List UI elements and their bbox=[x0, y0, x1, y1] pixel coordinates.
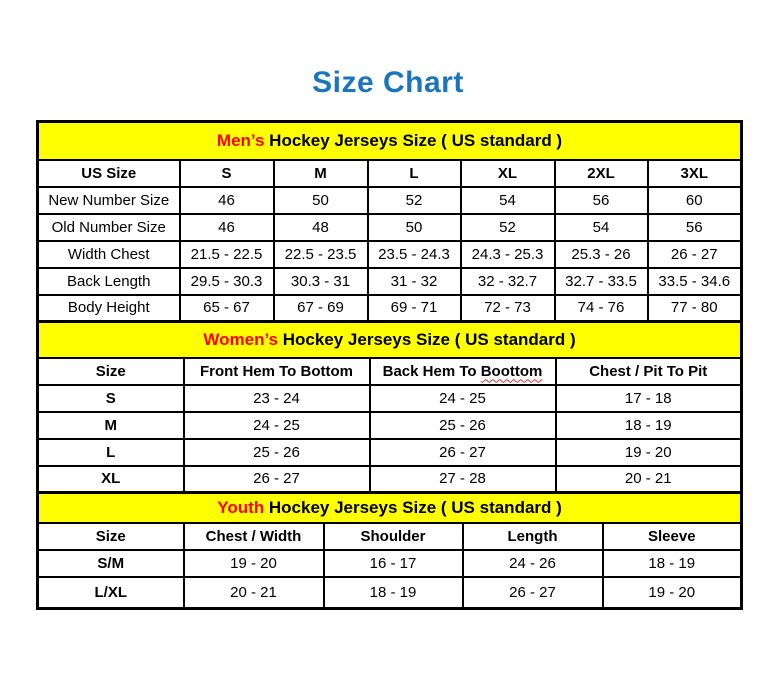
womens-row-label: M bbox=[38, 412, 184, 439]
table-row bbox=[38, 550, 742, 577]
cell: 31 - 32 bbox=[368, 268, 461, 295]
mens-col-l: L bbox=[368, 160, 461, 187]
cell: 20 - 21 bbox=[556, 466, 742, 493]
youth-row-label: L/XL bbox=[38, 577, 184, 609]
womens-col-back-hem bbox=[370, 358, 556, 385]
table-row bbox=[38, 466, 742, 493]
mens-row-label: Old Number Size bbox=[38, 214, 180, 241]
cell: 50 bbox=[368, 214, 461, 241]
table-row bbox=[38, 577, 742, 609]
page-title: Size Chart bbox=[312, 66, 464, 99]
mens-section-header-rest: Hockey Jerseys Size ( US standard ) bbox=[264, 130, 563, 150]
cell: 24 - 26 bbox=[463, 550, 603, 577]
womens-col-front-hem: Front Hem To Bottom bbox=[184, 358, 370, 385]
cell: 21.5 - 22.5 bbox=[180, 241, 274, 268]
cell: 48 bbox=[274, 214, 368, 241]
cell: 19 - 20 bbox=[184, 550, 324, 577]
youth-col-chest-width: Chest / Width bbox=[184, 523, 324, 550]
mens-col-m: M bbox=[274, 160, 368, 187]
table-row bbox=[38, 439, 742, 466]
cell: 74 - 76 bbox=[555, 295, 648, 322]
youth-size-table bbox=[36, 491, 743, 610]
cell: 52 bbox=[461, 214, 555, 241]
cell: 50 bbox=[274, 187, 368, 214]
cell: 54 bbox=[555, 214, 648, 241]
youth-col-length: Length bbox=[463, 523, 603, 550]
youth-section-header bbox=[38, 493, 742, 523]
mens-row-label: Back Length bbox=[38, 268, 180, 295]
mens-col-xl: XL bbox=[461, 160, 555, 187]
table-row bbox=[38, 241, 742, 268]
youth-col-shoulder: Shoulder bbox=[324, 523, 463, 550]
cell: 18 - 19 bbox=[556, 412, 742, 439]
table-row bbox=[38, 385, 742, 412]
womens-section-header bbox=[38, 322, 742, 358]
cell: 18 - 19 bbox=[603, 550, 742, 577]
cell: 25 - 26 bbox=[184, 439, 370, 466]
cell: 72 - 73 bbox=[461, 295, 555, 322]
mens-row-label: New Number Size bbox=[38, 187, 180, 214]
mens-size-table bbox=[36, 120, 743, 323]
cell: 24 - 25 bbox=[184, 412, 370, 439]
youth-col-sleeve: Sleeve bbox=[603, 523, 742, 550]
cell: 19 - 20 bbox=[603, 577, 742, 609]
cell: 16 - 17 bbox=[324, 550, 463, 577]
womens-section-header-highlight: Women’s bbox=[203, 329, 278, 349]
cell: 25.3 - 26 bbox=[555, 241, 648, 268]
womens-row-label: S bbox=[38, 385, 184, 412]
cell: 52 bbox=[368, 187, 461, 214]
mens-row-label: Width Chest bbox=[38, 241, 180, 268]
cell: 32.7 - 33.5 bbox=[555, 268, 648, 295]
womens-row-label: L bbox=[38, 439, 184, 466]
youth-section-header-highlight: Youth bbox=[217, 497, 265, 517]
cell: 33.5 - 34.6 bbox=[648, 268, 742, 295]
womens-size-table bbox=[36, 320, 743, 494]
cell: 29.5 - 30.3 bbox=[180, 268, 274, 295]
cell: 20 - 21 bbox=[184, 577, 324, 609]
mens-col-s: S bbox=[180, 160, 274, 187]
table-row bbox=[38, 187, 742, 214]
youth-section-header-rest: Hockey Jerseys Size ( US standard ) bbox=[264, 497, 562, 517]
womens-section-header-rest: Hockey Jerseys Size ( US standard ) bbox=[278, 329, 576, 349]
womens-col-back-hem-prefix: Back Hem To bbox=[382, 362, 481, 380]
mens-col-2xl: 2XL bbox=[555, 160, 648, 187]
mens-col-3xl: 3XL bbox=[648, 160, 742, 187]
cell: 23 - 24 bbox=[184, 385, 370, 412]
cell: 19 - 20 bbox=[556, 439, 742, 466]
mens-col-us-size: US Size bbox=[38, 160, 180, 187]
cell: 54 bbox=[461, 187, 555, 214]
womens-col-chest: Chest / Pit To Pit bbox=[556, 358, 742, 385]
cell: 77 - 80 bbox=[648, 295, 742, 322]
youth-row-label: S/M bbox=[38, 550, 184, 577]
cell: 22.5 - 23.5 bbox=[274, 241, 368, 268]
cell: 26 - 27 bbox=[463, 577, 603, 609]
womens-col-back-hem-misspelled-word: Boottom bbox=[480, 362, 543, 380]
table-row bbox=[38, 295, 742, 322]
mens-section-header bbox=[38, 122, 742, 160]
size-chart bbox=[36, 120, 740, 610]
cell: 24.3 - 25.3 bbox=[461, 241, 555, 268]
cell: 23.5 - 24.3 bbox=[368, 241, 461, 268]
cell: 24 - 25 bbox=[370, 385, 556, 412]
table-row bbox=[38, 268, 742, 295]
cell: 56 bbox=[648, 214, 742, 241]
womens-row-label: XL bbox=[38, 466, 184, 493]
cell: 69 - 71 bbox=[368, 295, 461, 322]
table-row bbox=[38, 412, 742, 439]
cell: 25 - 26 bbox=[370, 412, 556, 439]
cell: 32 - 32.7 bbox=[461, 268, 555, 295]
cell: 27 - 28 bbox=[370, 466, 556, 493]
cell: 26 - 27 bbox=[648, 241, 742, 268]
mens-section-header-highlight: Men’s bbox=[216, 130, 265, 150]
cell: 26 - 27 bbox=[184, 466, 370, 493]
cell: 46 bbox=[180, 187, 274, 214]
cell: 65 - 67 bbox=[180, 295, 274, 322]
cell: 56 bbox=[555, 187, 648, 214]
cell: 26 - 27 bbox=[370, 439, 556, 466]
youth-col-size: Size bbox=[38, 523, 184, 550]
cell: 18 - 19 bbox=[324, 577, 463, 609]
cell: 17 - 18 bbox=[556, 385, 742, 412]
table-row bbox=[38, 214, 742, 241]
womens-col-size: Size bbox=[38, 358, 184, 385]
cell: 60 bbox=[648, 187, 742, 214]
mens-row-label: Body Height bbox=[38, 295, 180, 322]
cell: 67 - 69 bbox=[274, 295, 368, 322]
cell: 46 bbox=[180, 214, 274, 241]
cell: 30.3 - 31 bbox=[274, 268, 368, 295]
